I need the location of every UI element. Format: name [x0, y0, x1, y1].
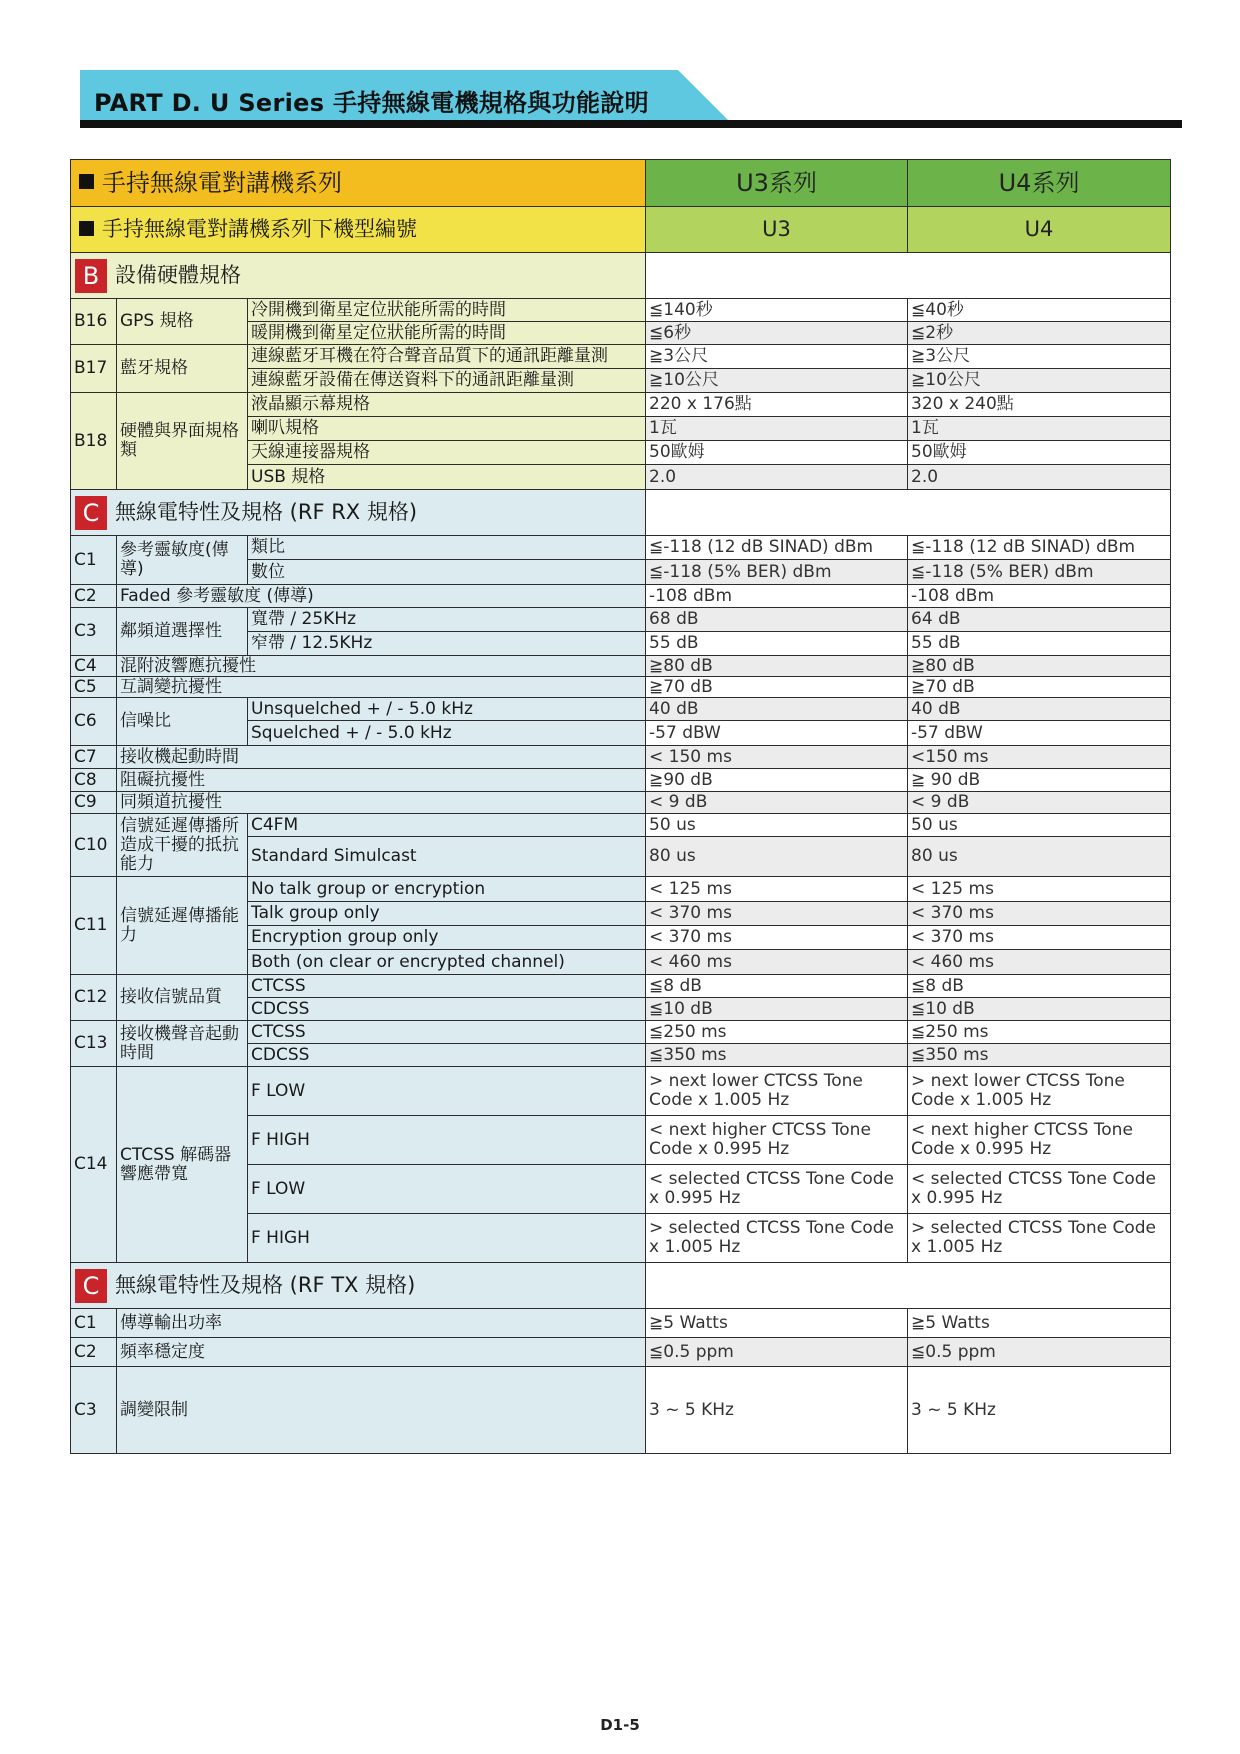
section-title-cell — [71, 1263, 646, 1309]
table-row — [71, 746, 1171, 769]
u4-value: ≧10公尺 — [908, 369, 1171, 393]
row-name: 信號延遲傳播能力 — [117, 877, 248, 975]
row-desc: C4FM — [248, 814, 646, 837]
u4-value: < 460 ms — [908, 950, 1171, 975]
u4-value: -108 dBm — [908, 585, 1171, 608]
u4-value: ≧ 90 dB — [908, 769, 1171, 792]
u3-value: 40 dB — [646, 698, 908, 721]
table-row — [71, 1021, 1171, 1044]
u4-model-header: U4 — [908, 207, 1171, 253]
u3-value: 80 us — [646, 837, 908, 877]
u4-value: ≦250 ms — [908, 1021, 1171, 1044]
table-row — [71, 769, 1171, 792]
row-desc: CTCSS — [248, 975, 646, 998]
row-desc: 寬帶 / 25KHz — [248, 608, 646, 632]
table-row — [71, 345, 1171, 369]
row-code: C4 — [71, 656, 117, 677]
u3-value: 68 dB — [646, 608, 908, 632]
table-row — [71, 1309, 1171, 1338]
row-code: C3 — [71, 608, 117, 656]
u3-value: < 150 ms — [646, 746, 908, 769]
u3-value: < 125 ms — [646, 877, 908, 902]
u4-value: ≦0.5 ppm — [908, 1338, 1171, 1367]
row-name: 參考靈敏度(傳導) — [117, 536, 248, 585]
row-name: 混附波響應抗擾性 — [117, 656, 646, 677]
page-title: PART D. U Series 手持無線電機規格與功能說明 — [94, 89, 649, 117]
u4-value: 55 dB — [908, 632, 1171, 656]
row-name: 同頻道抗擾性 — [117, 792, 646, 814]
row-code: C3 — [71, 1367, 117, 1454]
u3-value: ≦0.5 ppm — [646, 1338, 908, 1367]
row-code: C1 — [71, 536, 117, 585]
u4-value: ≧5 Watts — [908, 1309, 1171, 1338]
row-desc: 窄帶 / 12.5KHz — [248, 632, 646, 656]
row-desc: 數位 — [248, 560, 646, 585]
row-desc: Unsquelched + / - 5.0 kHz — [248, 698, 646, 721]
u3-value: < 370 ms — [646, 926, 908, 950]
spec-table — [70, 159, 1171, 1454]
row-name: 接收機聲音起動時間 — [117, 1021, 248, 1067]
section-header-c-tx — [71, 1263, 1171, 1309]
table-row — [71, 698, 1171, 721]
row-desc: Standard Simulcast — [248, 837, 646, 877]
u3-value: 50 us — [646, 814, 908, 837]
page-number: D1-5 — [600, 1716, 640, 1734]
row-code: C14 — [71, 1067, 117, 1263]
section-badge: C — [75, 496, 107, 530]
section-title: 無線電特性及規格 (RF TX 規格) — [115, 1272, 416, 1297]
row-name: 接收機起動時間 — [117, 746, 646, 769]
u3-value: -108 dBm — [646, 585, 908, 608]
section-title: 設備硬體規格 — [115, 262, 241, 287]
u4-value: ≦40秒 — [908, 299, 1171, 322]
u3-value: > next lower CTCSS Tone Code x 1.005 Hz — [646, 1067, 908, 1116]
row-name: 頻率穩定度 — [117, 1338, 646, 1367]
u4-value: < 9 dB — [908, 792, 1171, 814]
u3-value: 50歐姆 — [646, 441, 908, 465]
row-name: 藍牙規格 — [117, 345, 248, 393]
row-code: C10 — [71, 814, 117, 877]
u3-series-header: U3系列 — [646, 160, 908, 207]
row-desc: 連線藍牙耳機在符合聲音品質下的通訊距離量測 — [248, 345, 646, 369]
row-name: 信噪比 — [117, 698, 248, 746]
u4-value: ≦350 ms — [908, 1044, 1171, 1067]
model-label: 手持無線電對講機系列下機型編號 — [102, 217, 417, 241]
u3-value: ≦-118 (12 dB SINAD) dBm — [646, 536, 908, 560]
u4-value: 64 dB — [908, 608, 1171, 632]
u3-value: ≧10公尺 — [646, 369, 908, 393]
table-row — [71, 677, 1171, 698]
section-badge: C — [75, 1269, 107, 1303]
u3-value: 3 ~ 5 KHz — [646, 1367, 908, 1454]
section-title-cell — [71, 490, 646, 536]
u3-value: ≦6秒 — [646, 322, 908, 345]
row-code: C6 — [71, 698, 117, 746]
row-name: 信號延遲傳播所造成干擾的抵抗能力 — [117, 814, 248, 877]
table-row — [71, 656, 1171, 677]
row-desc: CTCSS — [248, 1021, 646, 1044]
u3-value: ≧90 dB — [646, 769, 908, 792]
section-blank-cell — [646, 253, 1171, 299]
model-header-row — [71, 207, 1171, 253]
row-desc: Both (on clear or encrypted channel) — [248, 950, 646, 975]
u3-value: ≦8 dB — [646, 975, 908, 998]
row-desc: 液晶顯示幕規格 — [248, 393, 646, 417]
row-desc: Encryption group only — [248, 926, 646, 950]
row-desc: 冷開機到衛星定位狀能所需的時間 — [248, 299, 646, 322]
u3-value: < 460 ms — [646, 950, 908, 975]
u3-model-header: U3 — [646, 207, 908, 253]
section-header-b — [71, 253, 1171, 299]
title-rule — [80, 120, 1182, 128]
u3-value: -57 dBW — [646, 721, 908, 746]
row-name: 接收信號品質 — [117, 975, 248, 1021]
series-header-row — [71, 160, 1171, 207]
row-name: 硬體與界面規格類 — [117, 393, 248, 490]
row-desc: F LOW — [248, 1067, 646, 1116]
row-name: 調變限制 — [117, 1367, 646, 1454]
row-name: 互調變抗擾性 — [117, 677, 646, 698]
u4-value: 2.0 — [908, 465, 1171, 490]
row-code: C2 — [71, 585, 117, 608]
u4-value: ≧80 dB — [908, 656, 1171, 677]
u4-value: ≦-118 (12 dB SINAD) dBm — [908, 536, 1171, 560]
row-code: C5 — [71, 677, 117, 698]
u4-value: > selected CTCSS Tone Code x 1.005 Hz — [908, 1214, 1171, 1263]
row-desc: CDCSS — [248, 1044, 646, 1067]
row-desc: USB 規格 — [248, 465, 646, 490]
series-label: 手持無線電對講機系列 — [102, 168, 342, 197]
table-row — [71, 585, 1171, 608]
table-row — [71, 536, 1171, 560]
row-name: Faded 參考靈敏度 (傳導) — [117, 585, 646, 608]
u3-value: ≦140秒 — [646, 299, 908, 322]
table-row — [71, 1067, 1171, 1116]
u3-value: < 370 ms — [646, 902, 908, 926]
u4-value: < selected CTCSS Tone Code x 0.995 Hz — [908, 1165, 1171, 1214]
u4-value: ≦8 dB — [908, 975, 1171, 998]
u4-value: 80 us — [908, 837, 1171, 877]
table-row — [71, 877, 1171, 902]
u4-value: > next lower CTCSS Tone Code x 1.005 Hz — [908, 1067, 1171, 1116]
section-blank-cell — [646, 1263, 1171, 1309]
u4-series-header: U4系列 — [908, 160, 1171, 207]
u4-value: < 370 ms — [908, 926, 1171, 950]
table-row — [71, 299, 1171, 322]
row-name: CTCSS 解碼器響應帶寬 — [117, 1067, 248, 1263]
u4-value: ≧3公尺 — [908, 345, 1171, 369]
row-desc: CDCSS — [248, 998, 646, 1021]
row-code: C8 — [71, 769, 117, 792]
u3-value: > selected CTCSS Tone Code x 1.005 Hz — [646, 1214, 908, 1263]
table-row — [71, 608, 1171, 632]
row-desc: 連線藍牙設備在傳送資料下的通訊距離量測 — [248, 369, 646, 393]
model-label-cell — [71, 207, 646, 253]
u3-value: ≦250 ms — [646, 1021, 908, 1044]
row-code: C12 — [71, 975, 117, 1021]
section-title: 無線電特性及規格 (RF RX 規格) — [115, 499, 418, 524]
square-bullet-icon — [79, 174, 94, 189]
series-label-cell — [71, 160, 646, 207]
u3-value: ≧70 dB — [646, 677, 908, 698]
table-row — [71, 792, 1171, 814]
row-code: B16 — [71, 299, 117, 345]
u4-value: 40 dB — [908, 698, 1171, 721]
row-code: C9 — [71, 792, 117, 814]
u3-value: 1瓦 — [646, 417, 908, 441]
u4-value: 50歐姆 — [908, 441, 1171, 465]
u3-value: ≧80 dB — [646, 656, 908, 677]
u4-value: ≦10 dB — [908, 998, 1171, 1021]
u4-value: ≧70 dB — [908, 677, 1171, 698]
u4-value: < 125 ms — [908, 877, 1171, 902]
row-desc: 喇叭規格 — [248, 417, 646, 441]
row-desc: F LOW — [248, 1165, 646, 1214]
row-name: 鄰頻道選擇性 — [117, 608, 248, 656]
row-desc: F HIGH — [248, 1116, 646, 1165]
row-desc: No talk group or encryption — [248, 877, 646, 902]
u3-value: 220 x 176點 — [646, 393, 908, 417]
row-desc: 類比 — [248, 536, 646, 560]
u4-value: 50 us — [908, 814, 1171, 837]
row-code: C1 — [71, 1309, 117, 1338]
row-desc: Squelched + / - 5.0 kHz — [248, 721, 646, 746]
u4-value: -57 dBW — [908, 721, 1171, 746]
u4-value: ≦2秒 — [908, 322, 1171, 345]
u4-value: 320 x 240點 — [908, 393, 1171, 417]
u3-value: ≦-118 (5% BER) dBm — [646, 560, 908, 585]
u3-value: ≧3公尺 — [646, 345, 908, 369]
row-code: C13 — [71, 1021, 117, 1067]
u3-value: 55 dB — [646, 632, 908, 656]
row-name: 傳導輸出功率 — [117, 1309, 646, 1338]
row-desc: Talk group only — [248, 902, 646, 926]
row-desc: 天線連接器規格 — [248, 441, 646, 465]
u3-value: ≧5 Watts — [646, 1309, 908, 1338]
row-code: B17 — [71, 345, 117, 393]
u3-value: < next higher CTCSS Tone Code x 0.995 Hz — [646, 1116, 908, 1165]
table-row — [71, 1338, 1171, 1367]
u3-value: < selected CTCSS Tone Code x 0.995 Hz — [646, 1165, 908, 1214]
u4-value: 1瓦 — [908, 417, 1171, 441]
section-badge: B — [75, 259, 107, 293]
u4-value: < next higher CTCSS Tone Code x 0.995 Hz — [908, 1116, 1171, 1165]
row-code: C2 — [71, 1338, 117, 1367]
u3-value: ≦10 dB — [646, 998, 908, 1021]
u3-value: < 9 dB — [646, 792, 908, 814]
section-blank-cell — [646, 490, 1171, 536]
table-row — [71, 814, 1171, 837]
table-row — [71, 393, 1171, 417]
square-bullet-icon — [79, 221, 94, 236]
row-name: 阻礙抗擾性 — [117, 769, 646, 792]
u4-value: < 370 ms — [908, 902, 1171, 926]
u4-value: ≦-118 (5% BER) dBm — [908, 560, 1171, 585]
row-code: C7 — [71, 746, 117, 769]
row-desc: F HIGH — [248, 1214, 646, 1263]
u3-value: 2.0 — [646, 465, 908, 490]
row-code: B18 — [71, 393, 117, 490]
u3-value: ≦350 ms — [646, 1044, 908, 1067]
table-row — [71, 975, 1171, 998]
row-name: GPS 規格 — [117, 299, 248, 345]
u4-value: <150 ms — [908, 746, 1171, 769]
section-header-c-rx — [71, 490, 1171, 536]
row-code: C11 — [71, 877, 117, 975]
row-desc: 暖開機到衛星定位狀能所需的時間 — [248, 322, 646, 345]
table-row — [71, 1367, 1171, 1454]
section-title-cell — [71, 253, 646, 299]
u4-value: 3 ~ 5 KHz — [908, 1367, 1171, 1454]
